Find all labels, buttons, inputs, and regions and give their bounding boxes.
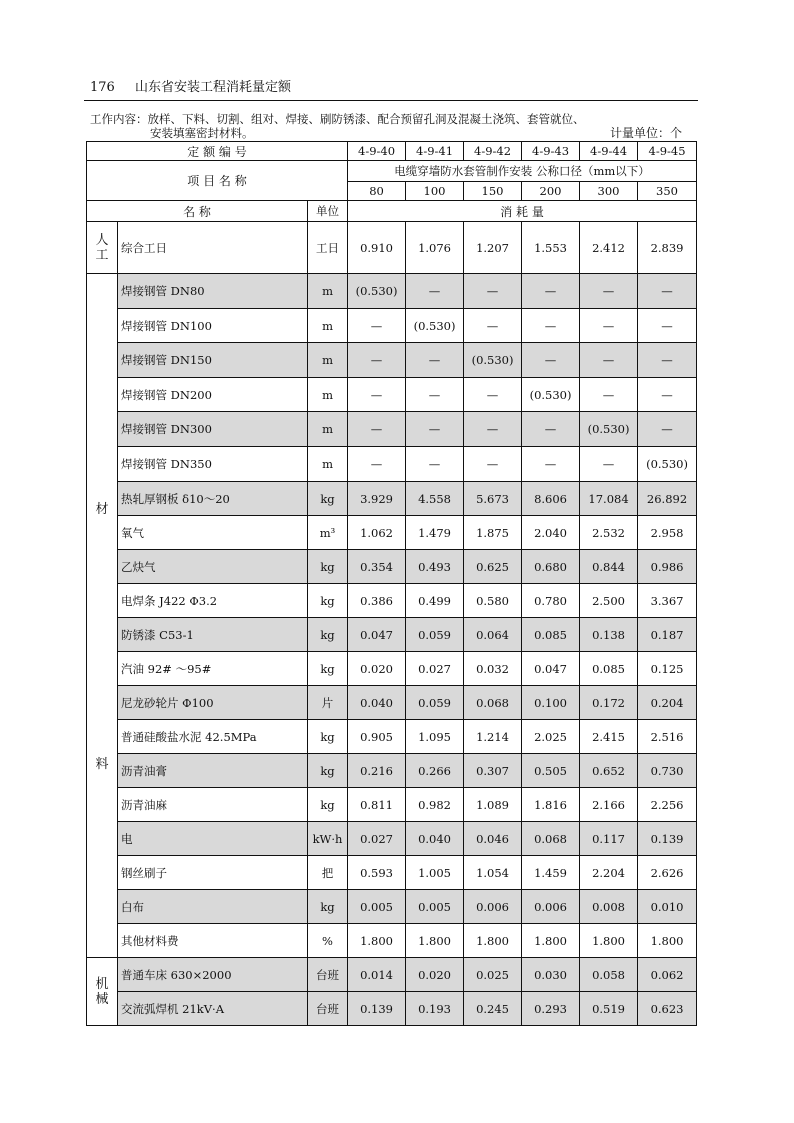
value-cell: 1.800 — [406, 924, 464, 958]
table-row — [87, 856, 697, 890]
value-cell: 1.054 — [464, 856, 522, 890]
value-cell: 0.062 — [638, 958, 697, 992]
value-cell: 0.010 — [638, 890, 697, 924]
table-row — [87, 618, 697, 652]
table-row — [87, 343, 697, 378]
page-header — [90, 76, 291, 95]
value-cell: — — [348, 378, 406, 412]
item-name: 汽油 92# ～95# — [118, 652, 308, 686]
table-row — [87, 992, 697, 1026]
value-cell: 0.139 — [638, 822, 697, 856]
value-cell: — — [464, 447, 522, 482]
value-cell: 2.516 — [638, 720, 697, 754]
value-cell: 0.032 — [464, 652, 522, 686]
value-cell: 0.811 — [348, 788, 406, 822]
item-name: 普通车床 630×2000 — [118, 958, 308, 992]
category-labor — [87, 222, 118, 274]
item-unit: 片 — [308, 686, 348, 720]
value-cell: 17.084 — [580, 482, 638, 516]
value-cell: — — [580, 343, 638, 378]
value-cell: 0.910 — [348, 222, 406, 274]
value-cell: 0.047 — [522, 652, 580, 686]
code-cell: 4-9-45 — [638, 142, 697, 161]
value-cell: 0.625 — [464, 550, 522, 584]
category-char: 料 — [95, 757, 109, 772]
item-unit: m — [308, 447, 348, 482]
item-name: 电 — [118, 822, 308, 856]
item-unit: kg — [308, 720, 348, 754]
value-cell: 2.532 — [580, 516, 638, 550]
item-unit: m — [308, 412, 348, 447]
table-row — [87, 309, 697, 343]
value-cell: — — [406, 447, 464, 482]
item-unit: 台班 — [308, 992, 348, 1026]
item-name: 乙炔气 — [118, 550, 308, 584]
value-cell: 2.839 — [638, 222, 697, 274]
value-cell: 1.207 — [464, 222, 522, 274]
value-cell: — — [638, 378, 697, 412]
value-cell: 2.025 — [522, 720, 580, 754]
item-unit: 把 — [308, 856, 348, 890]
item-unit: 台班 — [308, 958, 348, 992]
work-content — [90, 112, 690, 140]
value-cell: 0.040 — [406, 822, 464, 856]
value-cell: (0.530) — [580, 412, 638, 447]
value-cell: 8.606 — [522, 482, 580, 516]
value-cell: — — [580, 274, 638, 309]
value-cell: 0.354 — [348, 550, 406, 584]
value-cell: 0.172 — [580, 686, 638, 720]
item-unit: kg — [308, 754, 348, 788]
diameter-cell: 200 — [522, 182, 580, 201]
table-row — [87, 274, 697, 309]
value-cell: 0.006 — [464, 890, 522, 924]
value-cell: 3.929 — [348, 482, 406, 516]
value-cell: 0.187 — [638, 618, 697, 652]
value-cell: 0.014 — [348, 958, 406, 992]
code-cell: 4-9-40 — [348, 142, 406, 161]
item-name: 电焊条 J422 Φ3.2 — [118, 584, 308, 618]
category-char: 材 — [95, 502, 109, 517]
table-row — [87, 516, 697, 550]
value-cell: — — [522, 412, 580, 447]
item-name: 焊接钢管 DN200 — [118, 378, 308, 412]
header-row-group — [87, 161, 697, 182]
value-cell: 0.386 — [348, 584, 406, 618]
value-cell: — — [580, 378, 638, 412]
value-cell: — — [348, 343, 406, 378]
value-cell: 0.068 — [522, 822, 580, 856]
value-cell: 0.623 — [638, 992, 697, 1026]
value-cell: 0.593 — [348, 856, 406, 890]
value-cell: 0.085 — [522, 618, 580, 652]
value-cell: — — [580, 309, 638, 343]
value-cell: 0.216 — [348, 754, 406, 788]
value-cell: 0.986 — [638, 550, 697, 584]
value-cell: 1.076 — [406, 222, 464, 274]
value-cell: 0.025 — [464, 958, 522, 992]
value-cell: 0.580 — [464, 584, 522, 618]
value-cell: 0.293 — [522, 992, 580, 1026]
value-cell: 2.040 — [522, 516, 580, 550]
item-name: 焊接钢管 DN80 — [118, 274, 308, 309]
item-name: 焊接钢管 DN300 — [118, 412, 308, 447]
value-cell: 1.553 — [522, 222, 580, 274]
item-unit: m — [308, 309, 348, 343]
item-name: 焊接钢管 DN100 — [118, 309, 308, 343]
value-cell: 0.005 — [406, 890, 464, 924]
table-row — [87, 482, 697, 516]
table-row — [87, 788, 697, 822]
value-cell: 1.800 — [638, 924, 697, 958]
table-row — [87, 447, 697, 482]
diameter-cell: 100 — [406, 182, 464, 201]
item-unit: m³ — [308, 516, 348, 550]
item-unit: m — [308, 378, 348, 412]
value-cell: — — [348, 309, 406, 343]
value-cell: 2.958 — [638, 516, 697, 550]
value-cell: 0.006 — [522, 890, 580, 924]
value-cell: 0.117 — [580, 822, 638, 856]
value-cell: 1.875 — [464, 516, 522, 550]
value-cell: — — [406, 378, 464, 412]
value-cell: 1.800 — [464, 924, 522, 958]
item-name: 氧气 — [118, 516, 308, 550]
value-cell: 0.059 — [406, 686, 464, 720]
table-row — [87, 222, 697, 274]
header-row-columns — [87, 201, 697, 222]
value-cell: 0.027 — [406, 652, 464, 686]
item-unit: kg — [308, 788, 348, 822]
item-unit: kW·h — [308, 822, 348, 856]
value-cell: 0.020 — [406, 958, 464, 992]
value-cell: — — [406, 343, 464, 378]
value-cell: 4.558 — [406, 482, 464, 516]
item-unit: kg — [308, 550, 348, 584]
group-title: 电缆穿墙防水套管制作安装 公称口径（mm以下） — [348, 161, 697, 182]
value-cell: 0.245 — [464, 992, 522, 1026]
value-cell: 2.166 — [580, 788, 638, 822]
value-cell: — — [522, 274, 580, 309]
category-char: 人 — [95, 232, 109, 248]
item-name: 钢丝刷子 — [118, 856, 308, 890]
item-unit: m — [308, 343, 348, 378]
diameter-cell: 300 — [580, 182, 638, 201]
item-unit: % — [308, 924, 348, 958]
value-cell: 0.844 — [580, 550, 638, 584]
item-unit: m — [308, 274, 348, 309]
value-cell: 1.214 — [464, 720, 522, 754]
measurement-unit: 计量单位：个 — [609, 126, 682, 140]
value-cell: 1.459 — [522, 856, 580, 890]
value-cell: (0.530) — [638, 447, 697, 482]
value-cell: 0.040 — [348, 686, 406, 720]
value-cell: 0.905 — [348, 720, 406, 754]
value-cell: 2.626 — [638, 856, 697, 890]
value-cell: 0.030 — [522, 958, 580, 992]
value-cell: 2.412 — [580, 222, 638, 274]
running-title: 山东省安装工程消耗量定额 — [134, 80, 291, 95]
value-cell: 1.062 — [348, 516, 406, 550]
value-cell: 26.892 — [638, 482, 697, 516]
code-cell: 4-9-44 — [580, 142, 638, 161]
item-name: 交流弧焊机 21kV·A — [118, 992, 308, 1026]
category-char: 机 — [95, 976, 109, 992]
name-column-header: 名 称 — [87, 201, 308, 222]
value-cell: 0.059 — [406, 618, 464, 652]
work-content-line-1: 工作内容：放样、下料、切割、组对、焊接、刷防锈漆、配合预留孔洞及混凝土浇筑、套管就位、 — [90, 112, 585, 126]
table-row — [87, 890, 697, 924]
value-cell: 0.680 — [522, 550, 580, 584]
item-name: 白布 — [118, 890, 308, 924]
item-name: 焊接钢管 DN350 — [118, 447, 308, 482]
value-cell: 0.204 — [638, 686, 697, 720]
item-name: 其他材料费 — [118, 924, 308, 958]
value-cell: — — [464, 412, 522, 447]
table-row — [87, 720, 697, 754]
unit-column-header: 单位 — [308, 201, 348, 222]
value-cell: 2.204 — [580, 856, 638, 890]
value-cell: — — [638, 343, 697, 378]
table-row — [87, 822, 697, 856]
value-cell: 5.673 — [464, 482, 522, 516]
code-cell: 4-9-42 — [464, 142, 522, 161]
value-cell: — — [580, 447, 638, 482]
consumption-header: 消 耗 量 — [348, 201, 697, 222]
value-cell: 1.816 — [522, 788, 580, 822]
table-row — [87, 652, 697, 686]
value-cell: 0.307 — [464, 754, 522, 788]
item-name: 焊接钢管 DN150 — [118, 343, 308, 378]
table-row — [87, 378, 697, 412]
item-unit: kg — [308, 890, 348, 924]
quota-table — [86, 141, 697, 1026]
value-cell: — — [522, 447, 580, 482]
category-char: 工 — [95, 247, 109, 263]
table-row — [87, 958, 697, 992]
item-unit: 工日 — [308, 222, 348, 274]
value-cell: — — [464, 309, 522, 343]
value-cell: — — [638, 412, 697, 447]
value-cell: 1.095 — [406, 720, 464, 754]
diameter-cell: 80 — [348, 182, 406, 201]
table-row — [87, 412, 697, 447]
value-cell: (0.530) — [464, 343, 522, 378]
header-row-codes — [87, 142, 697, 161]
value-cell: 2.256 — [638, 788, 697, 822]
value-cell: 0.138 — [580, 618, 638, 652]
table-row — [87, 550, 697, 584]
table-row — [87, 754, 697, 788]
table-row — [87, 686, 697, 720]
item-unit: kg — [308, 584, 348, 618]
value-cell: (0.530) — [348, 274, 406, 309]
value-cell: 0.100 — [522, 686, 580, 720]
value-cell: 1.089 — [464, 788, 522, 822]
value-cell: 0.193 — [406, 992, 464, 1026]
value-cell: 0.505 — [522, 754, 580, 788]
project-name-label: 项 目 名 称 — [87, 161, 348, 201]
value-cell: 0.020 — [348, 652, 406, 686]
value-cell: (0.530) — [522, 378, 580, 412]
value-cell: 0.005 — [348, 890, 406, 924]
value-cell: 1.479 — [406, 516, 464, 550]
value-cell: 0.125 — [638, 652, 697, 686]
value-cell: — — [406, 274, 464, 309]
value-cell: — — [464, 378, 522, 412]
quota-code-label: 定 额 编 号 — [87, 142, 348, 161]
item-name: 沥青油麻 — [118, 788, 308, 822]
table-row — [87, 924, 697, 958]
value-cell: — — [406, 412, 464, 447]
code-cell: 4-9-41 — [406, 142, 464, 161]
item-name: 综合工日 — [118, 222, 308, 274]
value-cell: 0.519 — [580, 992, 638, 1026]
value-cell: 2.500 — [580, 584, 638, 618]
value-cell: — — [348, 447, 406, 482]
value-cell: 0.780 — [522, 584, 580, 618]
value-cell: 0.652 — [580, 754, 638, 788]
category-char: 械 — [95, 991, 109, 1007]
value-cell: — — [522, 343, 580, 378]
work-content-line-2: 安装填塞密封材料。 — [150, 126, 254, 140]
value-cell: — — [638, 274, 697, 309]
header-rule — [84, 100, 698, 101]
item-name: 普通硅酸盐水泥 42.5MPa — [118, 720, 308, 754]
value-cell: 0.982 — [406, 788, 464, 822]
item-name: 沥青油膏 — [118, 754, 308, 788]
value-cell: 1.800 — [522, 924, 580, 958]
diameter-cell: 150 — [464, 182, 522, 201]
value-cell: 1.800 — [348, 924, 406, 958]
value-cell: 0.064 — [464, 618, 522, 652]
item-name: 热轧厚钢板 δ10～20 — [118, 482, 308, 516]
value-cell: — — [348, 412, 406, 447]
value-cell: 0.085 — [580, 652, 638, 686]
value-cell: 0.047 — [348, 618, 406, 652]
item-unit: kg — [308, 482, 348, 516]
value-cell: 0.058 — [580, 958, 638, 992]
value-cell: 2.415 — [580, 720, 638, 754]
value-cell: — — [522, 309, 580, 343]
value-cell: 1.800 — [580, 924, 638, 958]
value-cell: — — [638, 309, 697, 343]
item-name: 尼龙砂轮片 Φ100 — [118, 686, 308, 720]
value-cell: 0.266 — [406, 754, 464, 788]
item-name: 防锈漆 C53-1 — [118, 618, 308, 652]
value-cell: 1.005 — [406, 856, 464, 890]
value-cell: 0.046 — [464, 822, 522, 856]
page-number: 176 — [90, 80, 115, 95]
value-cell: (0.530) — [406, 309, 464, 343]
table-row — [87, 584, 697, 618]
category-material — [87, 274, 118, 958]
code-cell: 4-9-43 — [522, 142, 580, 161]
item-unit: kg — [308, 618, 348, 652]
item-unit: kg — [308, 652, 348, 686]
value-cell: 0.493 — [406, 550, 464, 584]
value-cell: 0.139 — [348, 992, 406, 1026]
diameter-cell: 350 — [638, 182, 697, 201]
value-cell: — — [464, 274, 522, 309]
value-cell: 0.730 — [638, 754, 697, 788]
value-cell: 0.499 — [406, 584, 464, 618]
value-cell: 0.027 — [348, 822, 406, 856]
value-cell: 0.068 — [464, 686, 522, 720]
table-body — [87, 142, 697, 1026]
value-cell: 3.367 — [638, 584, 697, 618]
value-cell: 0.008 — [580, 890, 638, 924]
category-machine — [87, 958, 118, 1026]
